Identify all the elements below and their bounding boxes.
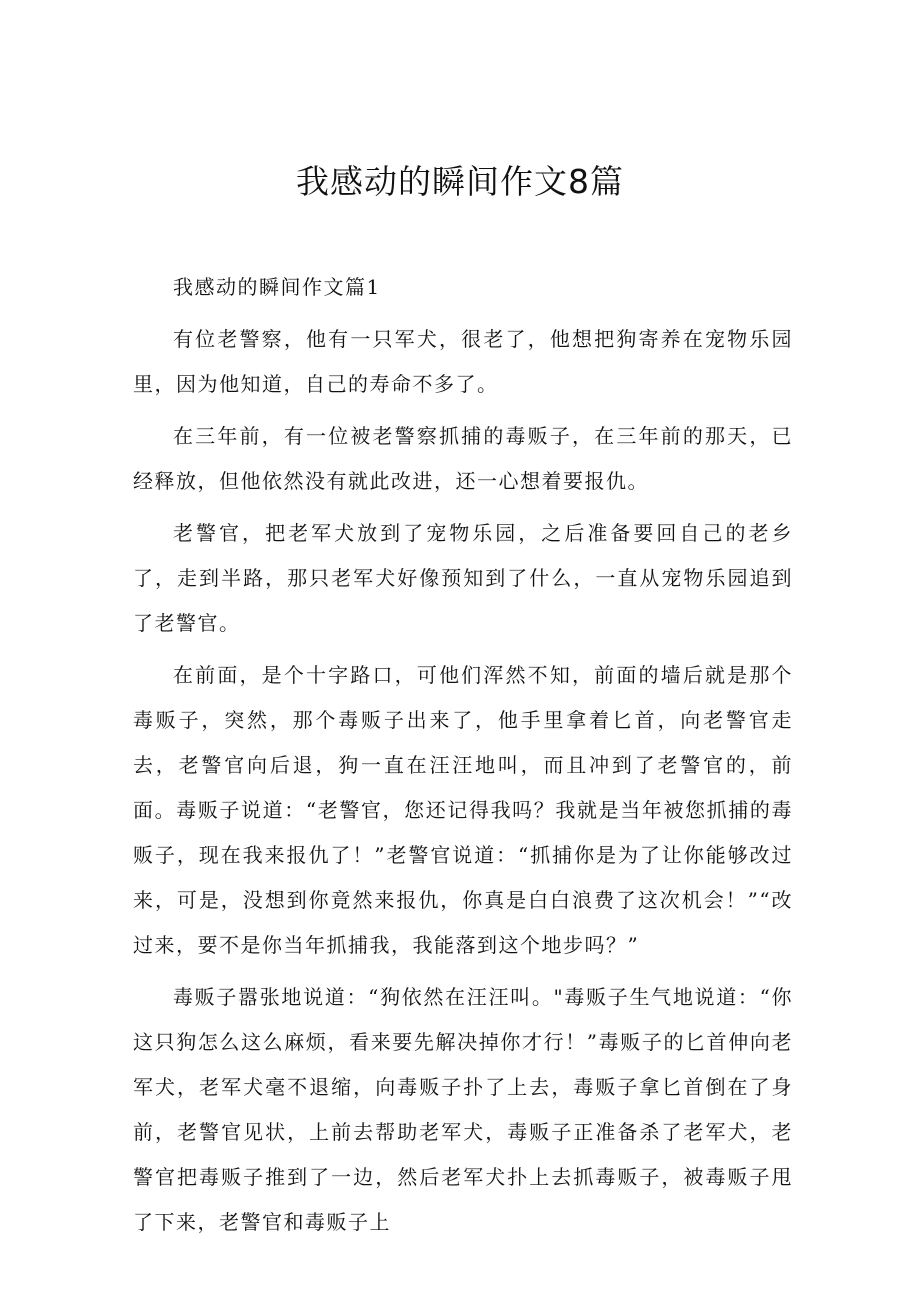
section-heading: 我感动的瞬间作文篇1 bbox=[173, 275, 381, 299]
paragraph: 在三年前，有一位被老警察抓捕的毒贩子，在三年前的那天，已经释放，但他依然没有就此改进，还一心想着要报仇。 bbox=[133, 424, 793, 493]
paragraph: 在前面，是个十字路口，可他们浑然不知，前面的墙后就是那个毒贩子，突然，那个毒贩子出来了，他手里拿着匕首，向老警官走去，老警官向后退，狗一直在汪汪地叫，而且冲到了老警官的，前面。毒贩子说道：“老警官，您还记得我吗？我就是当年被您抓捕的毒贩子，现在我来报仇了！”老警官说道：“抓捕你是为了让你能够改过来，可是，没想到你竟然来报仇，你真是白白浪费了这次机会！”“改过来，要不是你当年抓捕我，我能落到这个地步吗？” bbox=[133, 663, 793, 957]
paragraph: 毒贩子嚣张地说道：“狗依然在汪汪叫。"毒贩子生气地说道：“你这只狗怎么这么麻烦，看来要先解决掉你才行！”毒贩子的匕首伸向老军犬，老军犬毫不退缩，向毒贩子扑了上去，毒贩子拿匕首倒在了身前，老警官见状，上前去帮助老军犬，毒贩子正准备杀了老军犬，老警官把毒贩子推到了一边，然后老军犬扑上去抓毒贩子，被毒贩子甩了下来，老警官和毒贩子上 bbox=[133, 985, 793, 1234]
paragraph: 有位老警察，他有一只军犬，很老了，他想把狗寄养在宠物乐园里，因为他知道，自己的寿命不多了。 bbox=[133, 327, 793, 396]
paragraph: 老警官，把老军犬放到了宠物乐园，之后准备要回自己的老乡了，走到半路，那只老军犬好像预知到了什么，一直从宠物乐园追到了老警官。 bbox=[133, 521, 793, 635]
document-body bbox=[133, 265, 793, 1252]
document-title: 我感动的瞬间作文8篇 bbox=[296, 162, 624, 201]
